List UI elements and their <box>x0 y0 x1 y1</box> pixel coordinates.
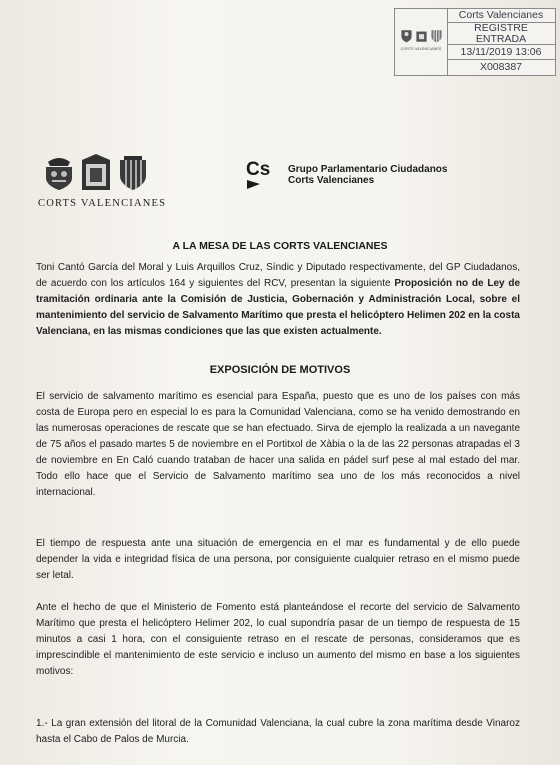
paragraph-2: El tiempo de respuesta ante una situación de emergencia en el mar es fundamental y de ello puede depender la vida e integridad física de una persona, por consiguiente cualquier retraso en el mismo puede ser letal. <box>36 538 520 581</box>
corts-name: CORTS VALENCIANES <box>38 198 167 209</box>
party-name <box>288 164 447 186</box>
stamp-logo-caption: CORTS VALENCIANES <box>400 47 442 51</box>
striped-shield-icon <box>116 152 150 192</box>
stamp-logo-cell <box>395 9 448 75</box>
stamp-register-label <box>447 22 555 45</box>
cs-logo-icon <box>246 158 284 190</box>
palace-icon <box>415 29 428 43</box>
corts-logo <box>38 152 168 216</box>
paragraph-3: Ante el hecho de que el Ministerio de Fomento está planteándose el recorte del servicio de Salvamento Marítimo que presta el helicóptero Helimer 202, lo cual supondría pasar de un tiempo de respuesta de 15 minutos a casi 1 hora, con el consiguiente retraso en el rescate de personas, consideramos que es imprescindible el mantenimiento de este servicio e incluso un aumento del mismo en base a los siguientes motivos: <box>36 602 520 677</box>
stamp-register-line2: ENTRADA <box>475 33 527 45</box>
paragraph-1: El servicio de salvamento marítimo es esencial para España, puesto que es uno de los países con más costa de Europa pero en especial lo es para la Comunidad Valenciana, como se ha venido demostrando en las numerosas operaciones de rescate que se han efectuado. Sirva de ejemplo la realizada a un navegante de 75 años el pasado martes 5 de noviembre en el Portitxol de Xàbia o la de las 22 personas atrapadas el 3 de noviembre en En Caló cuando trataban de hacer una salida en pádel surf pese al mal estado del mar. Todo ello hace que el Servicio de Salvamento marítimo sea uno de los más reconocidos a nivel internacional. <box>36 391 520 498</box>
crest-icon <box>400 29 413 43</box>
registry-stamp <box>394 8 556 76</box>
intro-bold-text: Proposición no de Ley de tramitación ordinaria ante la Comisión de Justicia, Gobernación y Administración Local, sobre el mantenimiento del servicio de Salvamento Marítimo que presta el helicóptero Helimen 202 en la costa Valenciana, en las mismas condiciones que las que existen actualmente. <box>36 278 521 337</box>
party-name-line2: Corts Valencianes <box>288 175 375 186</box>
addressee-heading: A LA MESA DE LAS CORTS VALENCIANES <box>172 240 388 252</box>
corts-emblems <box>42 152 168 192</box>
section-title: EXPOSICIÓN DE MOTIVOS <box>209 364 351 376</box>
stamp-number: X008387 <box>479 61 523 73</box>
palace-emblem-icon <box>79 152 113 192</box>
stripes-shield-icon <box>430 29 443 43</box>
stamp-institution: Corts Valencianes <box>447 9 555 23</box>
stamp-register-line1: REGISTRE <box>474 22 528 34</box>
stamp-datetime: 13/11/2019 13:06 <box>447 45 555 60</box>
cs-mark-text: Cs <box>246 159 271 180</box>
intro-text: Toni Cantó García del Moral y Luis Arquillos Cruz, Síndic y Diputado respectivamente, del GP Ciudadanos, de acuerdo con los artículos 164 y siguientes del RCV, presentan la siguiente <box>36 262 520 289</box>
crowned-crest-icon <box>42 152 76 192</box>
paragraph-4: 1.- La gran extensión del litoral de la Comunidad Valenciana, la cual cubre la zona marítima desde Vinaroz hasta el Cabo de Palos de Murcia. <box>36 718 520 745</box>
party-name-line1: Grupo Parlamentario Ciudadanos <box>288 164 448 175</box>
intro-paragraph <box>36 260 520 340</box>
stamp-emblems <box>400 29 443 43</box>
party-logo <box>246 158 476 192</box>
